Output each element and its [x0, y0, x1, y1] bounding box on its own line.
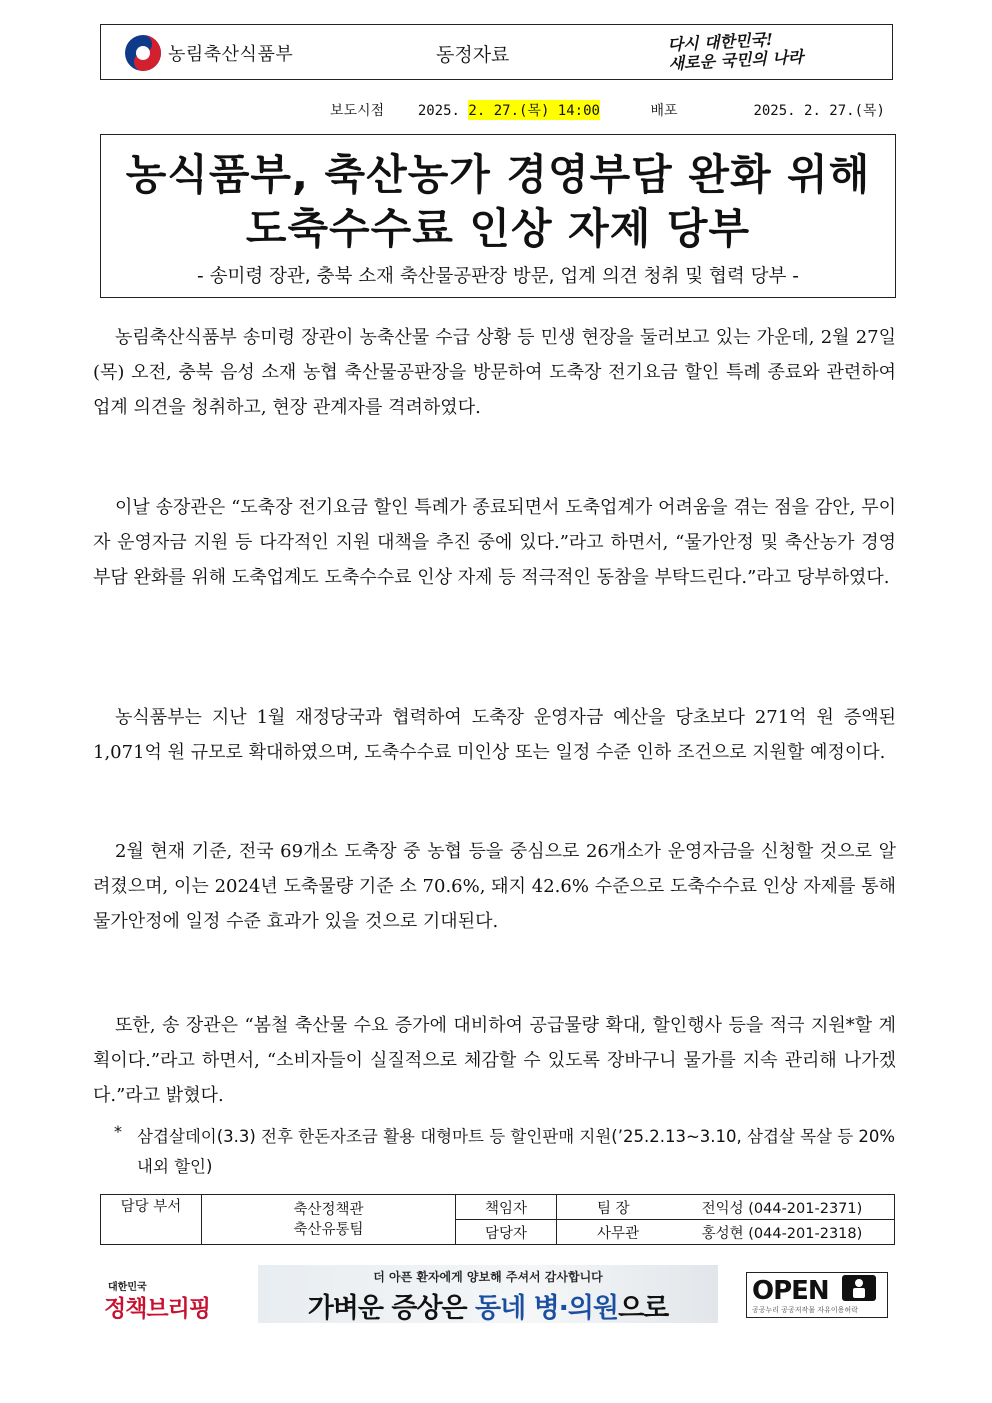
body-paragraph-2: 이날 송장관은 “도축장 전기요금 할인 특례가 종료되면서 도축업계가 어려움을 겪는 점을 감안, 무이자 운영자금 지원 등 다각적인 지원 대책을 추진 중에 있다.”라고 하면서, “물가안정 및 축산농가 경영부담 완화를 위해 도축업계도 도축수수료 인상 자제 등 적극적인 동참을 부탁드린다.”라고 당부하였다. [93, 497, 896, 588]
embargo-year: 2025. [417, 103, 460, 119]
body-paragraph-5: 또한, 송 장관은 “봄철 축산물 수요 증가에 대비하여 공급물량 확대, 할인행사 등을 적극 지원*할 계획이다.”라고 하면서, “소비자들이 실질적으로 체감할 수 있도록 장바구니 물가를 지속 관리해 나가겠다.”라고 밝혔다. [93, 1015, 896, 1106]
taegeuk-logo-icon [124, 34, 162, 72]
person-icon [842, 1275, 876, 1301]
slogan-line-1: 다시 대한민국! [667, 29, 774, 55]
embargo-label: 보도시점 [330, 103, 385, 119]
open-license-text: OPEN [752, 1276, 829, 1306]
dept-name [202, 1195, 456, 1245]
position: 팀 장 [597, 1200, 630, 1217]
open-license-caption: 공공누리 공공저작물 자유이용허락 [752, 1306, 858, 1314]
briefing-logo-text: 정책브리핑 [104, 1296, 211, 1322]
contact-person: 홍성현 (044-201-2318) [701, 1225, 863, 1242]
distribution-label: 배포 [650, 103, 678, 119]
contact-cell [557, 1195, 895, 1220]
dept-name-line-2: 축산유통팀 [293, 1221, 364, 1238]
banner-main-text [258, 1286, 718, 1325]
contact-table [100, 1194, 895, 1245]
document-type: 동정자료 [436, 44, 510, 66]
banner-main-c: 으로 [618, 1293, 669, 1324]
body-paragraph-1: 농림축산식품부 송미령 장관이 농축산물 수급 상황 등 민생 현장을 둘러보고 있는 가운데, 2월 27일(목) 오전, 충북 음성 소재 농협 축산물공판장을 방문하여 도축장 전기요금 할인 특례 종료와 관련하여 업계 의견을 청취하고, 현장 관계자를 격려하였다. [93, 327, 896, 418]
role-cell: 담당자 [456, 1220, 557, 1245]
footnote: 삼겹살데이(3.3) 전후 한돈자조금 활용 대형마트 등 할인판매 지원(’25.2.13~3.10, 삼겹살 목살 등 20% 내외 할인) [137, 1127, 896, 1176]
banner-top-text: 더 아픈 환자에게 양보해 주셔서 감사합니다 [373, 1270, 603, 1284]
briefing-logo-small-text: 대한민국 [108, 1282, 147, 1293]
banner-main-b: 동네 병·의원 [475, 1293, 619, 1324]
banner-main-a: 가벼운 증상은 [307, 1293, 476, 1324]
body-paragraph-3: 농식품부는 지난 1월 재정당국과 협력하여 도축장 운영자금 예산을 당초보다 271억 원 증액된 1,071억 원 규모로 확대하였으며, 도축수수료 미인상 또는 일정 수준 인하 조건으로 지원할 예정이다. [93, 707, 896, 763]
position: 사무관 [597, 1225, 640, 1242]
headline-line-1: 농식품부, 축산농가 경영부담 완화 위해 [125, 150, 871, 199]
embargo-date-highlight: 2. 27.(목) 14:00 [468, 100, 600, 120]
body-paragraph-4: 2월 현재 기준, 전국 69개소 도축장 중 농협 등을 중심으로 26개소가 운영자금을 신청할 것으로 알려졌으며, 이는 2024년 도축물량 기준 소 70.6%, 돼지 42.6% 수준으로 도축수수료 인상 자제를 통해 물가안정에 일정 수준 효과가 있을 것으로 기대된다. [93, 841, 896, 932]
slogan-line-2: 새로운 국민의 나라 [668, 47, 804, 74]
release-info [330, 100, 885, 120]
contact-cell [557, 1220, 895, 1245]
contact-person: 전익성 (044-201-2371) [701, 1200, 863, 1217]
footnote-mark: * [114, 1122, 122, 1141]
headline-line-2: 도축수수료 인상 자제 당부 [245, 204, 751, 253]
dept-label: 담당 부서 [101, 1195, 202, 1245]
subheadline: - 송미령 장관, 충북 소재 축산물공판장 방문, 업계 의견 청취 및 협력 당부 - [197, 266, 799, 287]
role-cell: 책임자 [456, 1195, 557, 1220]
distribution-date: 2025. 2. 27.(목) [753, 103, 885, 119]
dept-name-line-1: 축산정책관 [293, 1201, 364, 1218]
table-row [101, 1195, 895, 1220]
ministry-name: 농림축산식품부 [168, 44, 294, 65]
